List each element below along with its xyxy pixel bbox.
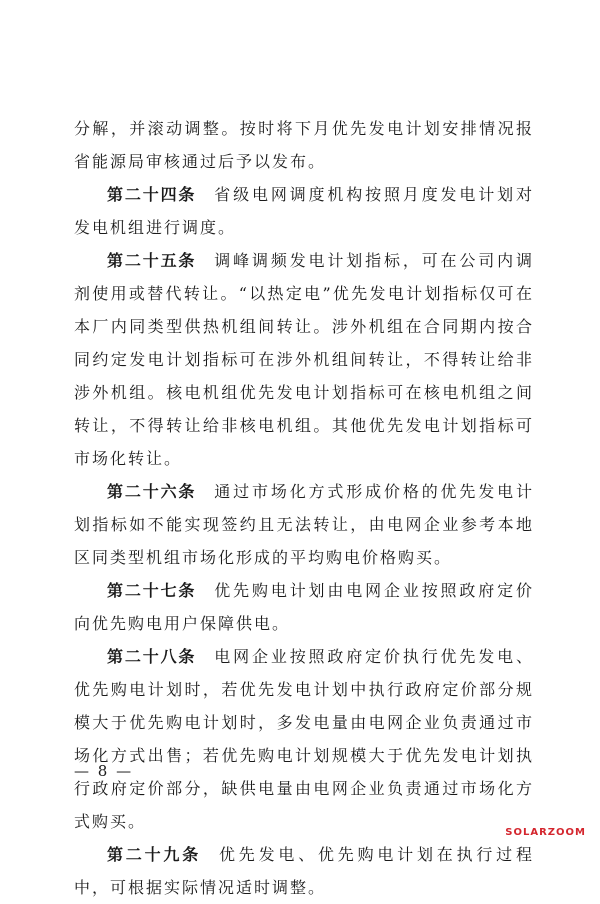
article-24 <box>74 178 534 244</box>
article-text: 优先发电、优先购电计划在执行过程中，可根据实际情况适时调整。 <box>74 845 534 897</box>
article-text: 调峰调频发电计划指标，可在公司内调剂使用或替代转让。“以热定电”优先发电计划指标仅可在本厂内同类型供热机组间转让。涉外机组在合同期内按合同约定发电计划指标可在涉外机组间转让，不得转让给非涉外机组。核电机组优先发电计划指标可在核电机组之间转让，不得转让给非核电机组。其他优先发电计划指标可市场化转让。 <box>74 251 534 468</box>
article-number: 第二十八条 <box>107 647 197 666</box>
article-text: 省级电网调度机构按照月度发电计划对发电机组进行调度。 <box>74 185 534 237</box>
article-25 <box>74 244 534 475</box>
article-26 <box>74 475 534 574</box>
document-body <box>74 112 534 904</box>
article-27 <box>74 574 534 640</box>
continuation-paragraph: 分解，并滚动调整。按时将下月优先发电计划安排情况报省能源局审核通过后予以发布。 <box>74 119 534 171</box>
article-text: 优先购电计划由电网企业按照政府定价向优先购电用户保障供电。 <box>74 581 534 633</box>
page-number: — 8 — <box>74 762 134 780</box>
article-number: 第二十四条 <box>107 185 197 204</box>
article-number: 第二十九条 <box>107 845 201 864</box>
article-number: 第二十七条 <box>107 581 197 600</box>
article-text: 电网企业按照政府定价执行优先发电、优先购电计划时，若优先发电计划中执行政府定价部分规模大于优先购电计划时，多发电量由电网企业负责通过市场化方式出售；若优先购电计划规模大于优先发电计划执行政府定价部分，缺供电量由电网企业负责通过市场化方式购买。 <box>74 647 534 831</box>
article-number: 第二十五条 <box>107 251 197 270</box>
article-number: 第二十六条 <box>107 482 197 501</box>
article-28 <box>74 640 534 838</box>
article-text: 通过市场化方式形成价格的优先发电计划指标如不能实现签约且无法转让，由电网企业参考本地区同类型机组市场化形成的平均购电价格购买。 <box>74 482 534 567</box>
watermark-logo: SOLARZOOM <box>505 827 586 838</box>
